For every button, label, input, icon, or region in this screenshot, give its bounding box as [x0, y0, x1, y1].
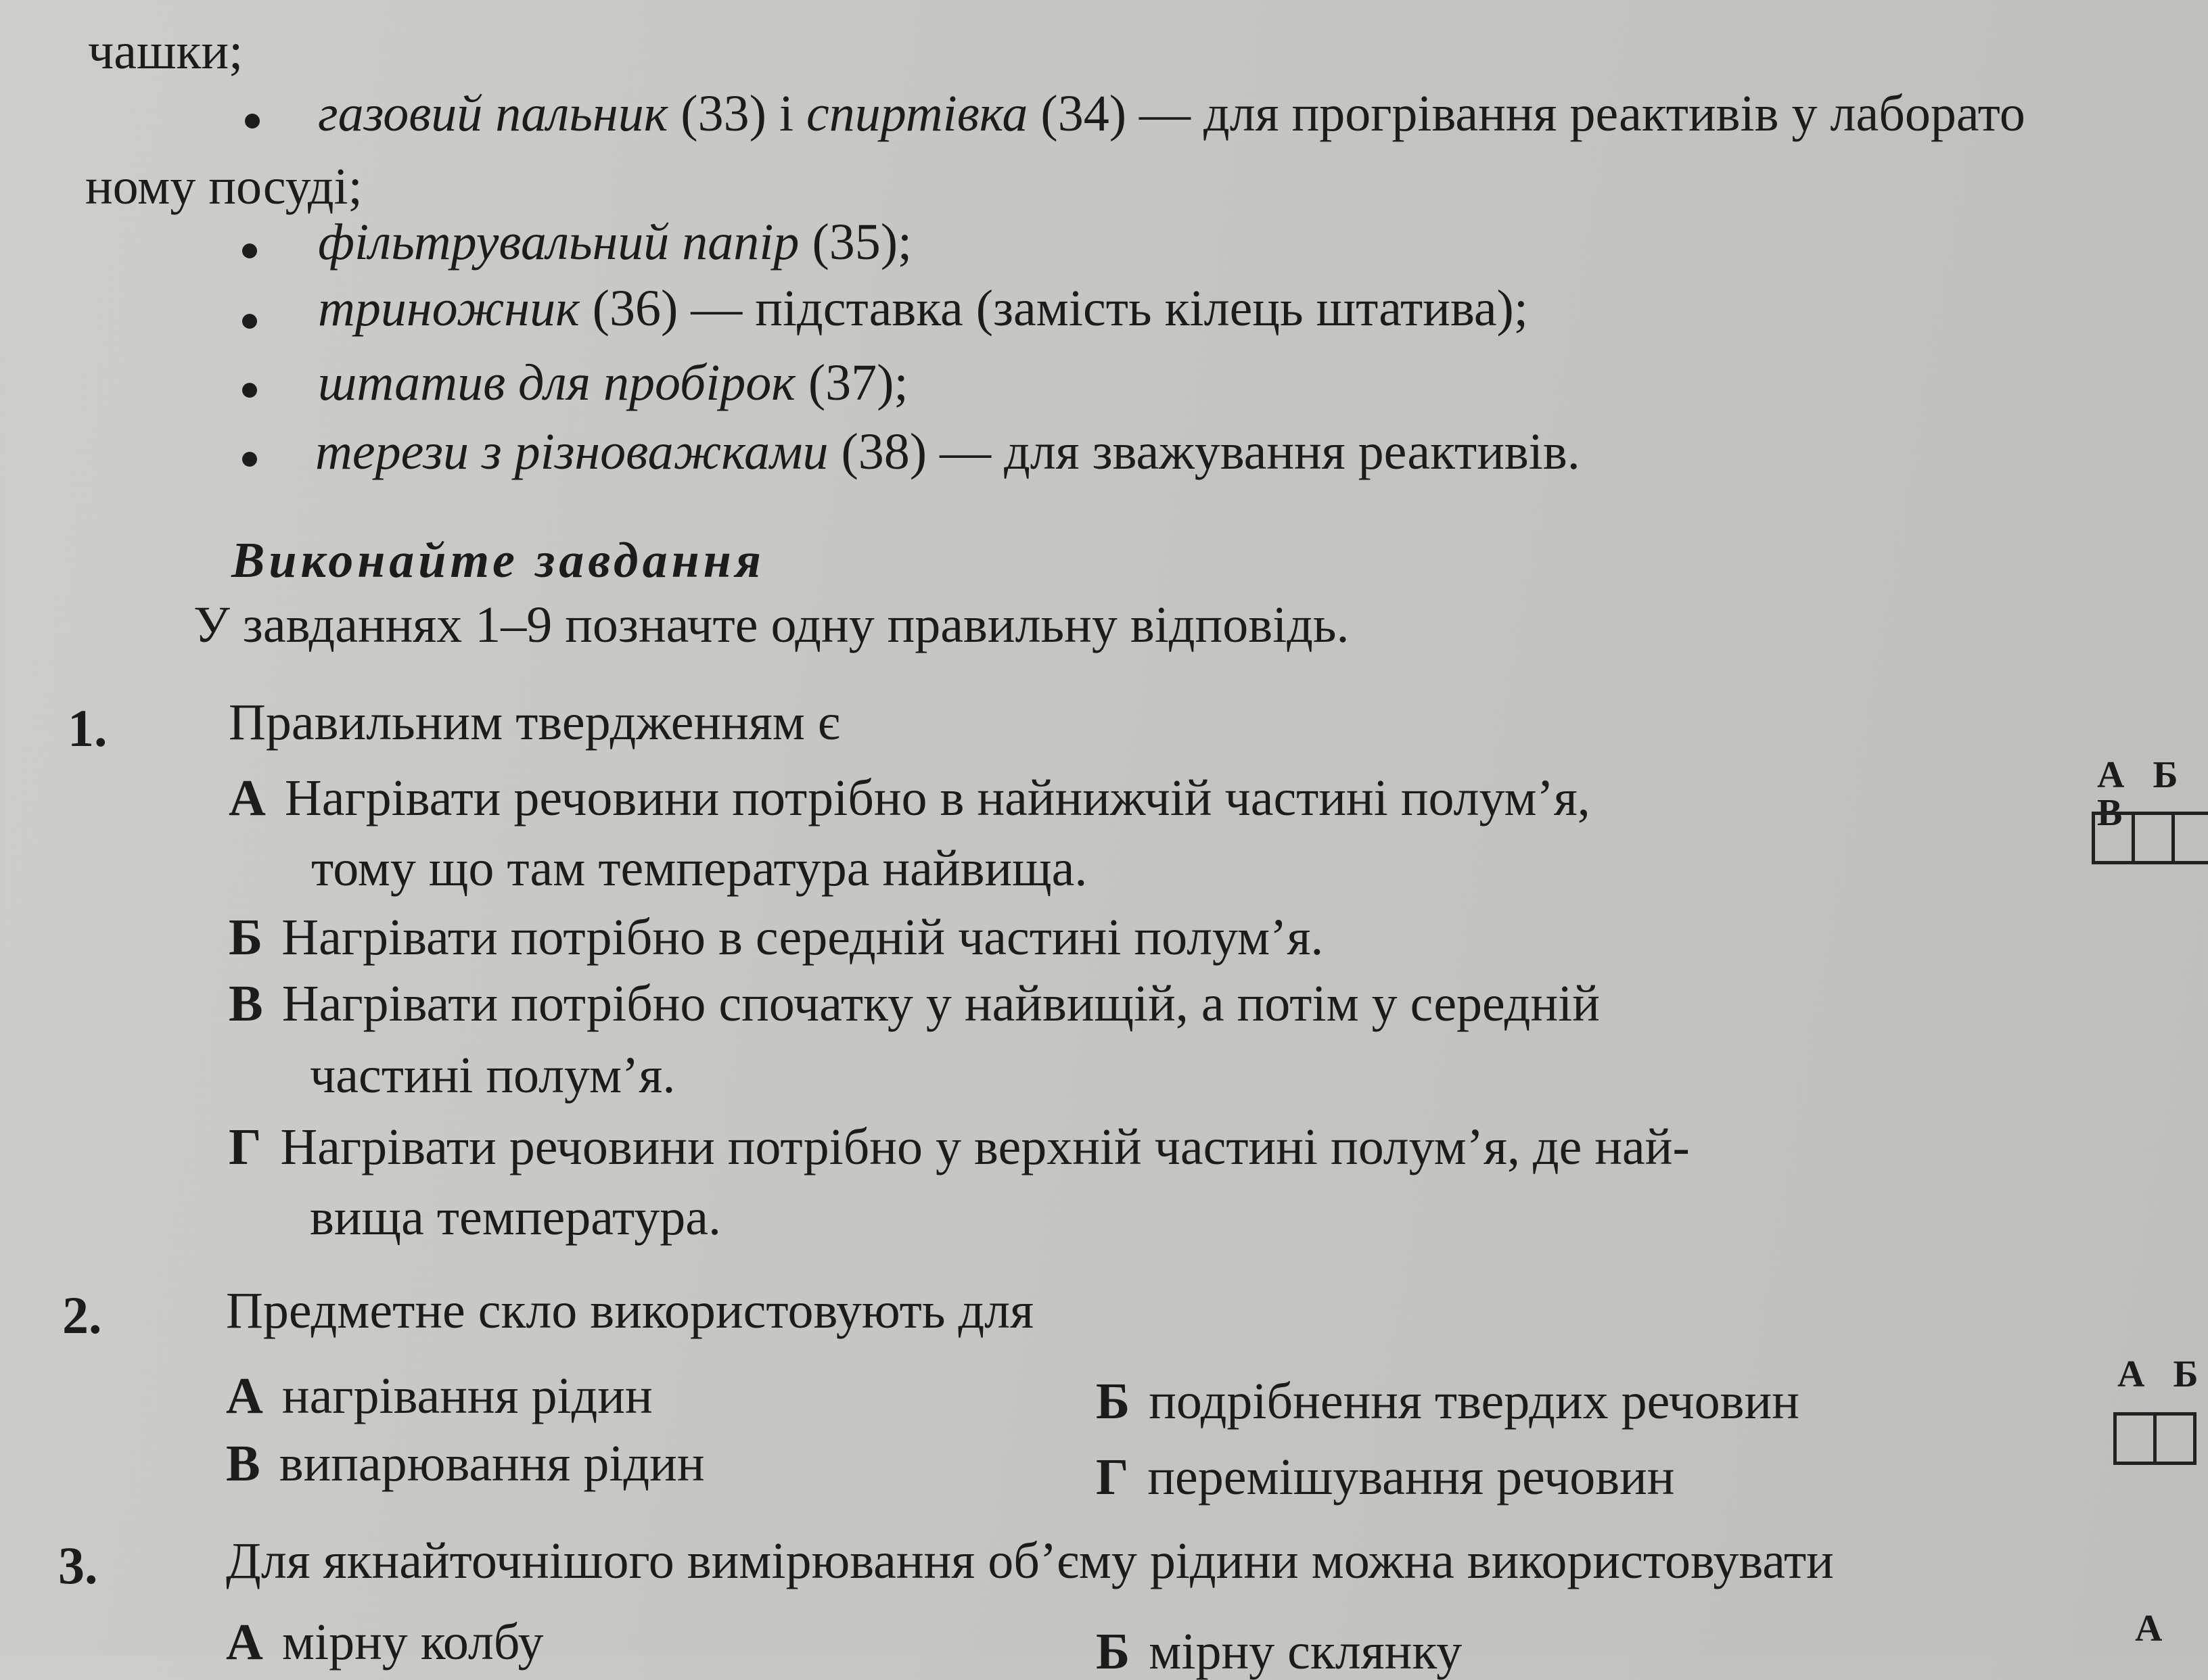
answer-box-c[interactable] — [2171, 812, 2208, 864]
option-b: Б Нагрівати потрібно в середній частині полум’я. — [229, 909, 1324, 966]
answer-box-b[interactable] — [2153, 1412, 2196, 1465]
answer-grid — [2113, 1412, 2193, 1465]
option-a: А нагрівання рідин — [226, 1368, 653, 1424]
option-a: А Нагрівати речовини потрібно в найнижчій частині полум’я, — [229, 770, 1590, 826]
question-text: Правильним твердженням є — [229, 694, 840, 751]
answer-grid — [2092, 812, 2208, 864]
answer-box-a[interactable] — [2113, 1412, 2157, 1465]
option-b: Б подрібнення твердих речовин — [1096, 1373, 1799, 1430]
option-c: В випарювання рідин — [226, 1435, 705, 1492]
bullet-icon — [242, 383, 257, 398]
option-d-continuation: вища температура. — [310, 1189, 721, 1246]
instruction-text: У завданнях 1–9 позначте одну правильну відповідь. — [193, 597, 1350, 653]
list-item: штатив для пробірок (37); — [318, 354, 908, 411]
list-item: триножник (36) — підставка (замість кілець штатива); — [318, 280, 1528, 337]
list-item: газовий пальник (33) і спиртівка (34) — для прогрівання реактивів у лаборато — [318, 85, 2025, 142]
bullet-icon — [242, 243, 257, 258]
list-item-continuation: ному посуді; — [85, 158, 363, 215]
answer-box-b[interactable] — [2132, 812, 2175, 864]
bullet-icon — [245, 114, 260, 129]
section-heading: Виконайте завдання — [231, 533, 765, 588]
answer-grid-header: А Б — [2117, 1353, 2208, 1395]
continuation-text: чашки; — [88, 23, 244, 80]
bullet-icon — [242, 452, 257, 467]
question-number: 2. — [62, 1286, 102, 1345]
option-c-continuation: частині полум’я. — [310, 1047, 676, 1104]
bullet-icon — [242, 314, 257, 329]
list-item: фільтрувальний папір (35); — [318, 214, 913, 271]
answer-box-a[interactable] — [2092, 812, 2135, 864]
question-text: Предметне скло використовують для — [226, 1282, 1034, 1339]
answer-grid-header: А — [2135, 1608, 2172, 1650]
option-d: Г Нагрівати речовини потрібно у верхній частині полум’я, де най- — [229, 1119, 1690, 1175]
option-a-continuation: тому що там температура найвища. — [311, 840, 1088, 897]
question-number: 3. — [58, 1536, 98, 1595]
question-text: Для якнайточнішого вимірювання об’єму рідини можна використовувати — [226, 1533, 1834, 1589]
option-a: А мірну колбу — [226, 1614, 544, 1671]
option-d: Г перемішування речовин — [1096, 1449, 1675, 1506]
option-b: Б мірну склянку — [1096, 1623, 1463, 1680]
list-item: терези з різноважками (38) — для зважування реактивів. — [315, 423, 1580, 480]
answer-grid-header: А Б В — [2097, 754, 2188, 834]
question-number: 1. — [68, 699, 108, 757]
option-c: В Нагрівати потрібно спочатку у найвищій, а потім у середній — [229, 975, 1600, 1032]
